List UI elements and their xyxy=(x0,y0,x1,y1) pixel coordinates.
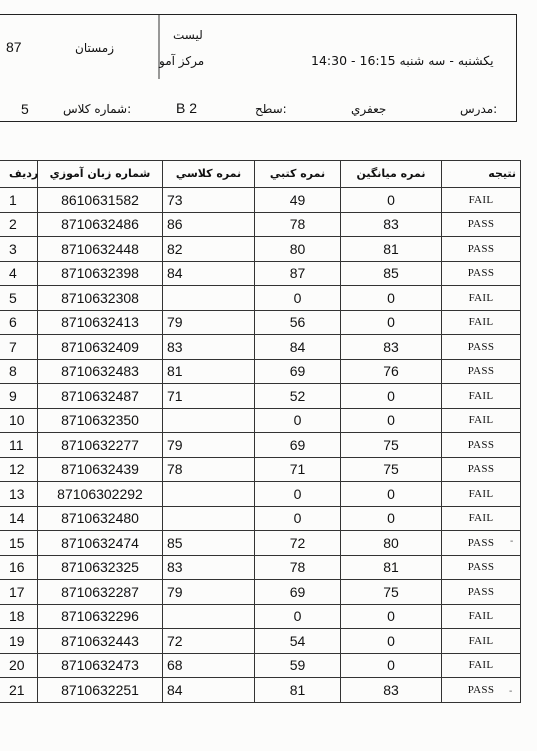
table-row xyxy=(0,604,521,629)
average-score-cell: 75 xyxy=(341,580,442,605)
row-number-cell: 1 xyxy=(0,188,38,213)
result-cell: FAIL xyxy=(442,482,521,507)
term-code: 87 xyxy=(6,39,22,55)
result-cell: PASS xyxy=(442,433,521,458)
student-id-cell: 8710632325 xyxy=(38,555,163,580)
class-score-cell: 81 xyxy=(163,359,255,384)
row-number-cell: 13 xyxy=(0,482,38,507)
average-score-cell: 76 xyxy=(341,359,442,384)
written-score-cell: 78 xyxy=(255,555,341,580)
table-row xyxy=(0,555,521,580)
student-id-cell: 8710632448 xyxy=(38,237,163,262)
average-score-cell: 75 xyxy=(341,433,442,458)
header-result: نتيجه xyxy=(442,161,521,188)
result-cell: PASS xyxy=(442,678,521,703)
student-id-cell: 8710632474 xyxy=(38,531,163,556)
student-id-cell: 8710632486 xyxy=(38,212,163,237)
written-score-cell: 78 xyxy=(255,212,341,237)
row-number-cell: 21 xyxy=(0,678,38,703)
center-fragment: مرکز آمو xyxy=(159,54,205,68)
written-score-cell: 69 xyxy=(255,359,341,384)
class-score-cell: 83 xyxy=(163,335,255,360)
header-class-score: نمره كلاسي xyxy=(163,161,255,188)
written-score-cell: 84 xyxy=(255,335,341,360)
stray-mark: - xyxy=(509,686,513,697)
row-number-cell: 20 xyxy=(0,653,38,678)
table-header-row xyxy=(0,161,521,188)
class-score-cell: 72 xyxy=(163,629,255,654)
result-cell: FAIL xyxy=(442,629,521,654)
average-score-cell: 75 xyxy=(341,457,442,482)
class-score-cell: 68 xyxy=(163,653,255,678)
row-number-cell: 19 xyxy=(0,629,38,654)
table-row xyxy=(0,457,521,482)
table-row xyxy=(0,310,521,335)
average-score-cell: 81 xyxy=(341,555,442,580)
class-score-cell: 82 xyxy=(163,237,255,262)
row-number-cell: 8 xyxy=(0,359,38,384)
student-id-cell: 8710632409 xyxy=(38,335,163,360)
table-row xyxy=(0,237,521,262)
row-number-cell: 11 xyxy=(0,433,38,458)
written-score-cell: 0 xyxy=(255,506,341,531)
class-score-cell: 86 xyxy=(163,212,255,237)
student-id-cell: 8710632251 xyxy=(38,678,163,703)
result-cell: FAIL xyxy=(442,408,521,433)
written-score-cell: 80 xyxy=(255,237,341,262)
teacher-label: مدرس: xyxy=(460,102,498,116)
written-score-cell: 54 xyxy=(255,629,341,654)
result-cell: PASS xyxy=(442,237,521,262)
row-number-cell: 15 xyxy=(0,531,38,556)
average-score-cell: 0 xyxy=(341,310,442,335)
header-average-score: نمره ميانگين xyxy=(341,161,442,188)
average-score-cell: 85 xyxy=(341,261,442,286)
student-id-cell: 8710632443 xyxy=(38,629,163,654)
class-score-cell xyxy=(163,604,255,629)
table-row xyxy=(0,261,521,286)
table-row xyxy=(0,188,521,213)
class-score-cell: 73 xyxy=(163,188,255,213)
result-cell: PASS xyxy=(442,531,521,556)
student-id-cell: 8710632413 xyxy=(38,310,163,335)
result-cell: FAIL xyxy=(442,384,521,409)
row-number-cell: 12 xyxy=(0,457,38,482)
average-score-cell: 0 xyxy=(341,653,442,678)
average-score-cell: 0 xyxy=(341,482,442,507)
result-cell: FAIL xyxy=(442,310,521,335)
row-number-cell: 14 xyxy=(0,506,38,531)
class-score-cell: 71 xyxy=(163,384,255,409)
result-cell: PASS xyxy=(442,359,521,384)
class-score-cell xyxy=(163,408,255,433)
header-student-id: شماره زبان آموزي xyxy=(38,161,163,188)
row-number-cell: 18 xyxy=(0,604,38,629)
result-cell: PASS xyxy=(442,457,521,482)
student-id-cell: 8710632483 xyxy=(38,359,163,384)
row-number-cell: 4 xyxy=(0,261,38,286)
table-row xyxy=(0,531,521,556)
student-id-cell: 8710632439 xyxy=(38,457,163,482)
level-value: B 2 xyxy=(176,100,198,116)
written-score-cell: 72 xyxy=(255,531,341,556)
average-score-cell: 0 xyxy=(341,286,442,311)
average-score-cell: 0 xyxy=(341,604,442,629)
class-score-cell: 78 xyxy=(163,457,255,482)
header-written-score: نمره كتبي xyxy=(255,161,341,188)
class-score-cell: 83 xyxy=(163,555,255,580)
student-id-cell: 8710632287 xyxy=(38,580,163,605)
student-id-cell: 8710632398 xyxy=(38,261,163,286)
student-id-cell: 8710632350 xyxy=(38,408,163,433)
result-cell: PASS xyxy=(442,580,521,605)
result-cell: FAIL xyxy=(442,604,521,629)
row-number-cell: 3 xyxy=(0,237,38,262)
row-number-cell: 2 xyxy=(0,212,38,237)
class-score-cell xyxy=(163,286,255,311)
written-score-cell: 69 xyxy=(255,433,341,458)
class-score-cell: 85 xyxy=(163,531,255,556)
result-cell: FAIL xyxy=(442,653,521,678)
table-row xyxy=(0,408,521,433)
row-number-cell: 6 xyxy=(0,310,38,335)
term-label: زمستان xyxy=(75,41,115,55)
average-score-cell: 0 xyxy=(341,629,442,654)
table-row xyxy=(0,384,521,409)
average-score-cell: 80 xyxy=(341,531,442,556)
average-score-cell: 0 xyxy=(341,506,442,531)
table-row xyxy=(0,678,521,703)
student-id-cell: 8610631582 xyxy=(38,188,163,213)
level-label: سطح: xyxy=(255,102,287,116)
student-id-cell: 8710632473 xyxy=(38,653,163,678)
written-score-cell: 56 xyxy=(255,310,341,335)
written-score-cell: 52 xyxy=(255,384,341,409)
schedule: یکشنبه - سه شنبه 16:15 - 14:30 xyxy=(311,53,494,68)
grades-table xyxy=(0,160,521,703)
row-number-cell: 9 xyxy=(0,384,38,409)
table-row xyxy=(0,482,521,507)
teacher-name: جعفري xyxy=(351,102,387,116)
header-row-number: رديف xyxy=(0,161,38,188)
table-row xyxy=(0,359,521,384)
result-cell: PASS xyxy=(442,555,521,580)
student-id-cell: 87106302292 xyxy=(38,482,163,507)
row-number-cell: 10 xyxy=(0,408,38,433)
written-score-cell: 0 xyxy=(255,408,341,433)
row-number-cell: 7 xyxy=(0,335,38,360)
table-row xyxy=(0,433,521,458)
table-row xyxy=(0,629,521,654)
written-score-cell: 87 xyxy=(255,261,341,286)
result-cell: PASS xyxy=(442,261,521,286)
average-score-cell: 81 xyxy=(341,237,442,262)
result-cell: PASS xyxy=(442,212,521,237)
average-score-cell: 0 xyxy=(341,188,442,213)
class-score-cell: 79 xyxy=(163,310,255,335)
student-id-cell: 8710632277 xyxy=(38,433,163,458)
table-row xyxy=(0,286,521,311)
result-cell: PASS xyxy=(442,335,521,360)
table-row xyxy=(0,506,521,531)
stray-mark: - xyxy=(510,536,514,547)
written-score-cell: 81 xyxy=(255,678,341,703)
row-number-cell: 16 xyxy=(0,555,38,580)
average-score-cell: 83 xyxy=(341,335,442,360)
average-score-cell: 83 xyxy=(341,678,442,703)
written-score-cell: 0 xyxy=(255,286,341,311)
class-score-cell xyxy=(163,506,255,531)
table-row xyxy=(0,580,521,605)
student-id-cell: 8710632308 xyxy=(38,286,163,311)
average-score-cell: 0 xyxy=(341,384,442,409)
result-cell: FAIL xyxy=(442,506,521,531)
student-id-cell: 8710632487 xyxy=(38,384,163,409)
class-score-cell: 84 xyxy=(163,678,255,703)
result-cell: FAIL xyxy=(442,286,521,311)
result-cell: FAIL xyxy=(442,188,521,213)
student-id-cell: 8710632296 xyxy=(38,604,163,629)
row-number-cell: 17 xyxy=(0,580,38,605)
class-number: 5 xyxy=(21,101,29,117)
class-score-cell: 79 xyxy=(163,433,255,458)
table-row xyxy=(0,335,521,360)
class-score-cell xyxy=(163,482,255,507)
written-score-cell: 0 xyxy=(255,604,341,629)
class-number-label: شماره کلاس: xyxy=(63,102,132,116)
class-score-cell: 84 xyxy=(163,261,255,286)
written-score-cell: 69 xyxy=(255,580,341,605)
written-score-cell: 71 xyxy=(255,457,341,482)
table-row xyxy=(0,212,521,237)
written-score-cell: 0 xyxy=(255,482,341,507)
header-box xyxy=(0,14,517,122)
written-score-cell: 59 xyxy=(255,653,341,678)
title-fragment: لیست xyxy=(173,28,203,42)
student-id-cell: 8710632480 xyxy=(38,506,163,531)
written-score-cell: 49 xyxy=(255,188,341,213)
table-row xyxy=(0,653,521,678)
class-score-cell: 79 xyxy=(163,580,255,605)
average-score-cell: 0 xyxy=(341,408,442,433)
average-score-cell: 83 xyxy=(341,212,442,237)
row-number-cell: 5 xyxy=(0,286,38,311)
